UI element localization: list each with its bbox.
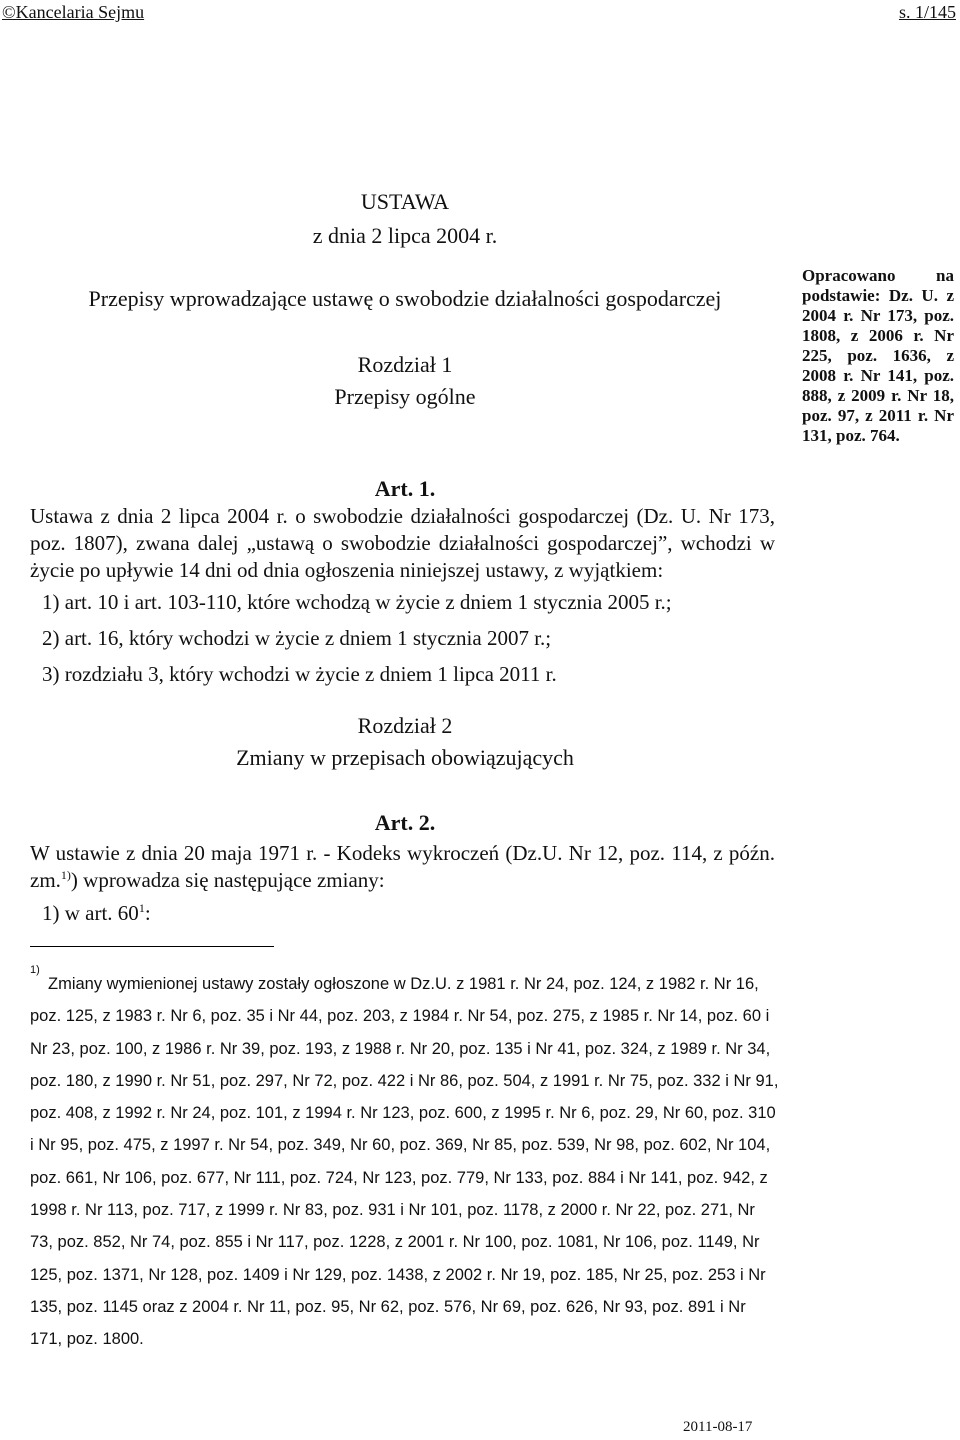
- chapter-1-number: Rozdział 1: [357, 352, 453, 377]
- art-2-item-1: [42, 900, 151, 927]
- art-2-text-before: W ustawie z dnia 20 maja 1971 r. - Kodeks wykroczeń (Dz.U. Nr 12, poz. 114, z późn. zm.: [30, 841, 775, 892]
- law-date: z dnia 2 lipca 2004 r.: [312, 223, 498, 248]
- art-2-item-1-superscript: 1: [138, 901, 145, 915]
- art-1-item-2: 2) art. 16, który wchodzi w życie z dniem 1 stycznia 2007 r.;: [42, 626, 552, 650]
- art-2-text: [30, 840, 775, 894]
- chapter-2-name: Zmiany w przepisach obowiązujących: [236, 745, 574, 770]
- chapter-1-name: Przepisy ogólne: [334, 384, 476, 409]
- footnote-reference[interactable]: 1): [60, 868, 71, 882]
- art-1-text: Ustawa z dnia 2 lipca 2004 r. o swobodzie działalności gospodarczej (Dz. U. Nr 173, poz. 1807), zwana dalej „ustawą o swobodzie działalności gospodarczej”, wchodzi w życie po upływie 14 dni od dnia ogłoszenia niniejszej ustawy, z wyjątkiem:: [30, 504, 775, 582]
- art-2-item-1-text: 1) w art. 60: [42, 901, 139, 925]
- art-2-item-1-colon: :: [144, 901, 151, 925]
- chapter-2-number: Rozdział 2: [357, 713, 453, 738]
- footer-date: 2011-08-17: [683, 1419, 753, 1435]
- art-1-heading: Art. 1.: [374, 476, 436, 501]
- law-type: USTAWA: [360, 189, 450, 214]
- art-2-text-after: ) wprowadza się następujące zmiany:: [70, 868, 385, 892]
- law-title: Przepisy wprowadzające ustawę o swobodzie działalności gospodarczej: [88, 286, 722, 311]
- page-number: s. 1/145: [898, 2, 956, 22]
- header-source: ©Kancelaria Sejmu: [2, 2, 145, 22]
- footnote-mark: 1): [30, 964, 40, 976]
- art-2-heading: Art. 2.: [374, 810, 436, 835]
- art-1-item-3: 3) rozdziału 3, który wchodzi w życie z dniem 1 lipca 2011 r.: [42, 662, 557, 686]
- footnote-text: Zmiany wymienionej ustawy zostały ogłoszone w Dz.U. z 1981 r. Nr 24, poz. 124, z 1982 r. Nr 16, poz. 125, z 1983 r. Nr 6, poz. 35 i Nr 44, poz. 203, z 1984 r. Nr 54, poz. 275, z 1985 r. Nr 14, poz. 60 i Nr 23, poz. 100, z 1986 r. Nr 39, poz. 193, z 1988 r. Nr 20, poz. 135 i Nr 41, poz. 324, z 1989 r. Nr 34, poz. 180, z 1990 r. Nr 51, poz. 297, Nr 72, poz. 422 i Nr 86, poz. 504, z 1991 r. Nr 75, poz. 332 i Nr 91, poz. 408, z 1992 r. Nr 24, poz. 101, z 1994 r. Nr 123, poz. 600, z 1995 r. Nr 6, poz. 29, Nr 60, poz. 310 i Nr 95, poz. 475, z 1997 r. Nr 54, poz. 349, Nr 60, poz. 369, Nr 85, poz. 539, Nr 98, poz. 602, Nr 104, poz. 661, Nr 106, poz. 677, Nr 111, poz. 724, Nr 123, poz. 779, Nr 133, poz. 884 i Nr 141, poz. 942, z 1998 r. Nr 113, poz. 717, z 1999 r. Nr 83, poz. 931 i Nr 101, poz. 1178, z 2000 r. Nr 22, poz. 271, Nr 73, poz. 852, Nr 74, poz. 855 i Nr 117, poz. 1228, z 2001 r. Nr 100, poz. 1081, Nr 106, poz. 1149, Nr 125, poz. 1371, Nr 128, poz. 1409 i Nr 129, poz. 1438, z 2002 r. Nr 19, poz. 185, Nr 25, poz. 253 i Nr 135, poz. 1145 oraz z 2004 r. Nr 11, poz. 95, Nr 62, poz. 576, Nr 69, poz. 626, Nr 93, poz. 891 i Nr 171, poz. 1800.: [30, 975, 779, 1349]
- footnote-separator: [30, 946, 274, 947]
- side-note-sources: Opracowano na podstawie: Dz. U. z 2004 r. Nr 173, poz. 1808, z 2006 r. Nr 225, poz. 1636, z 2008 r. Nr 141, poz. 888, z 2009 r. Nr 18, poz. 97, z 2011 r. Nr 131, poz. 764.: [802, 266, 954, 445]
- art-1-item-1: 1) art. 10 i art. 103-110, które wchodzą w życie z dniem 1 stycznia 2005 r.;: [42, 590, 672, 614]
